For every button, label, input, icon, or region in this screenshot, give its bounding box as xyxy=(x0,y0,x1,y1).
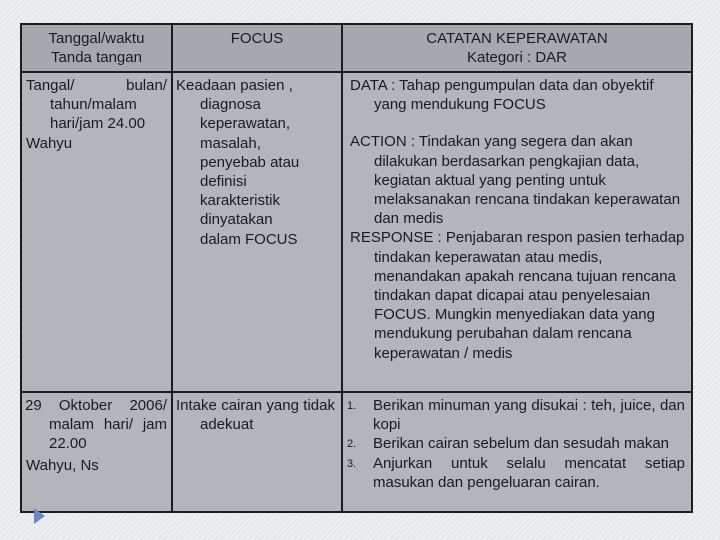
list-item-text: Berikan cairan sebelum dan sesudah makan xyxy=(373,435,670,453)
table-row xyxy=(21,392,692,512)
row1-focus-cell xyxy=(172,72,342,392)
header-row xyxy=(21,24,692,72)
row2-notes-cell xyxy=(342,392,692,512)
list-item-text: Berikan minuman yang disukai : teh, juice, dan kopi xyxy=(373,397,685,434)
row2-signer: Wahyu, Ns xyxy=(26,456,99,474)
row2-focus-cell xyxy=(172,392,342,512)
header-datetime xyxy=(21,24,172,72)
header-datetime-line1: Tanggal/waktu xyxy=(48,30,145,47)
nursing-notes-table xyxy=(20,23,693,513)
header-focus-label: FOCUS xyxy=(230,30,284,47)
header-notes xyxy=(342,24,692,72)
play-arrow-icon[interactable] xyxy=(34,508,45,524)
list-item-number: 2. xyxy=(347,438,357,451)
row1-date-line-1: Tangal/ bulan/ xyxy=(26,77,167,94)
row1-date-line-2: tahun/malam xyxy=(50,96,137,114)
list-item-text: Anjurkan untuk selalu mencatat setiap masukan dan pengeluaran cairan. xyxy=(373,454,685,491)
row1-data-text: DATA : Tahap pengumpulan data dan obyektif yang mendukung FOCUS xyxy=(350,77,654,114)
row1-date-line-3: hari/jam 24.00 xyxy=(50,115,146,133)
list-item xyxy=(343,454,685,492)
intervention-list xyxy=(343,396,687,492)
header-notes-line1: CATATAN KEPERAWATAN xyxy=(426,30,608,47)
list-item-number: 3. xyxy=(347,457,357,470)
row2-date-cell xyxy=(21,392,172,512)
row1-focus-text: Keadaan pasien , diagnosa keperawatan, masalah, penyebab atau definisi karakteristik dinyatakan dalam FOCUS xyxy=(176,77,300,248)
row1-response-text: RESPONSE : Penjabaran respon pasien terhadap tindakan keperawatan atau medis, menandakan apakah rencana tujuan rencana tindakan dapat dicapai atau penyelesaian FOCUS. Mungkin menyediakan data yang mendukung perubahan dalam rencana keperawatan / medis xyxy=(350,229,685,362)
list-item xyxy=(343,434,685,453)
row1-action-text: ACTION : Tindakan yang segera dan akan dilakukan berdasarkan pengkajian data, kegiatan aktual yang penting untuk melaksanakan rencana tindakan keperawatan dan medis xyxy=(350,133,681,228)
row2-date-text: 29 Oktober 2006/ malam hari/ jam 22.00 xyxy=(25,397,167,453)
header-focus xyxy=(172,24,342,72)
row1-date-cell xyxy=(21,72,172,392)
list-item-number: 1. xyxy=(347,400,357,412)
table-row xyxy=(21,72,692,392)
row1-signer: Wahyu xyxy=(26,134,73,152)
header-notes-line2: Kategori : DAR xyxy=(466,49,568,67)
row2-focus-text: Intake cairan yang tidak adekuat xyxy=(176,397,335,434)
header-datetime-line2: Tanda tangan xyxy=(51,49,142,67)
row1-notes-cell xyxy=(342,72,692,392)
list-item xyxy=(343,396,685,434)
